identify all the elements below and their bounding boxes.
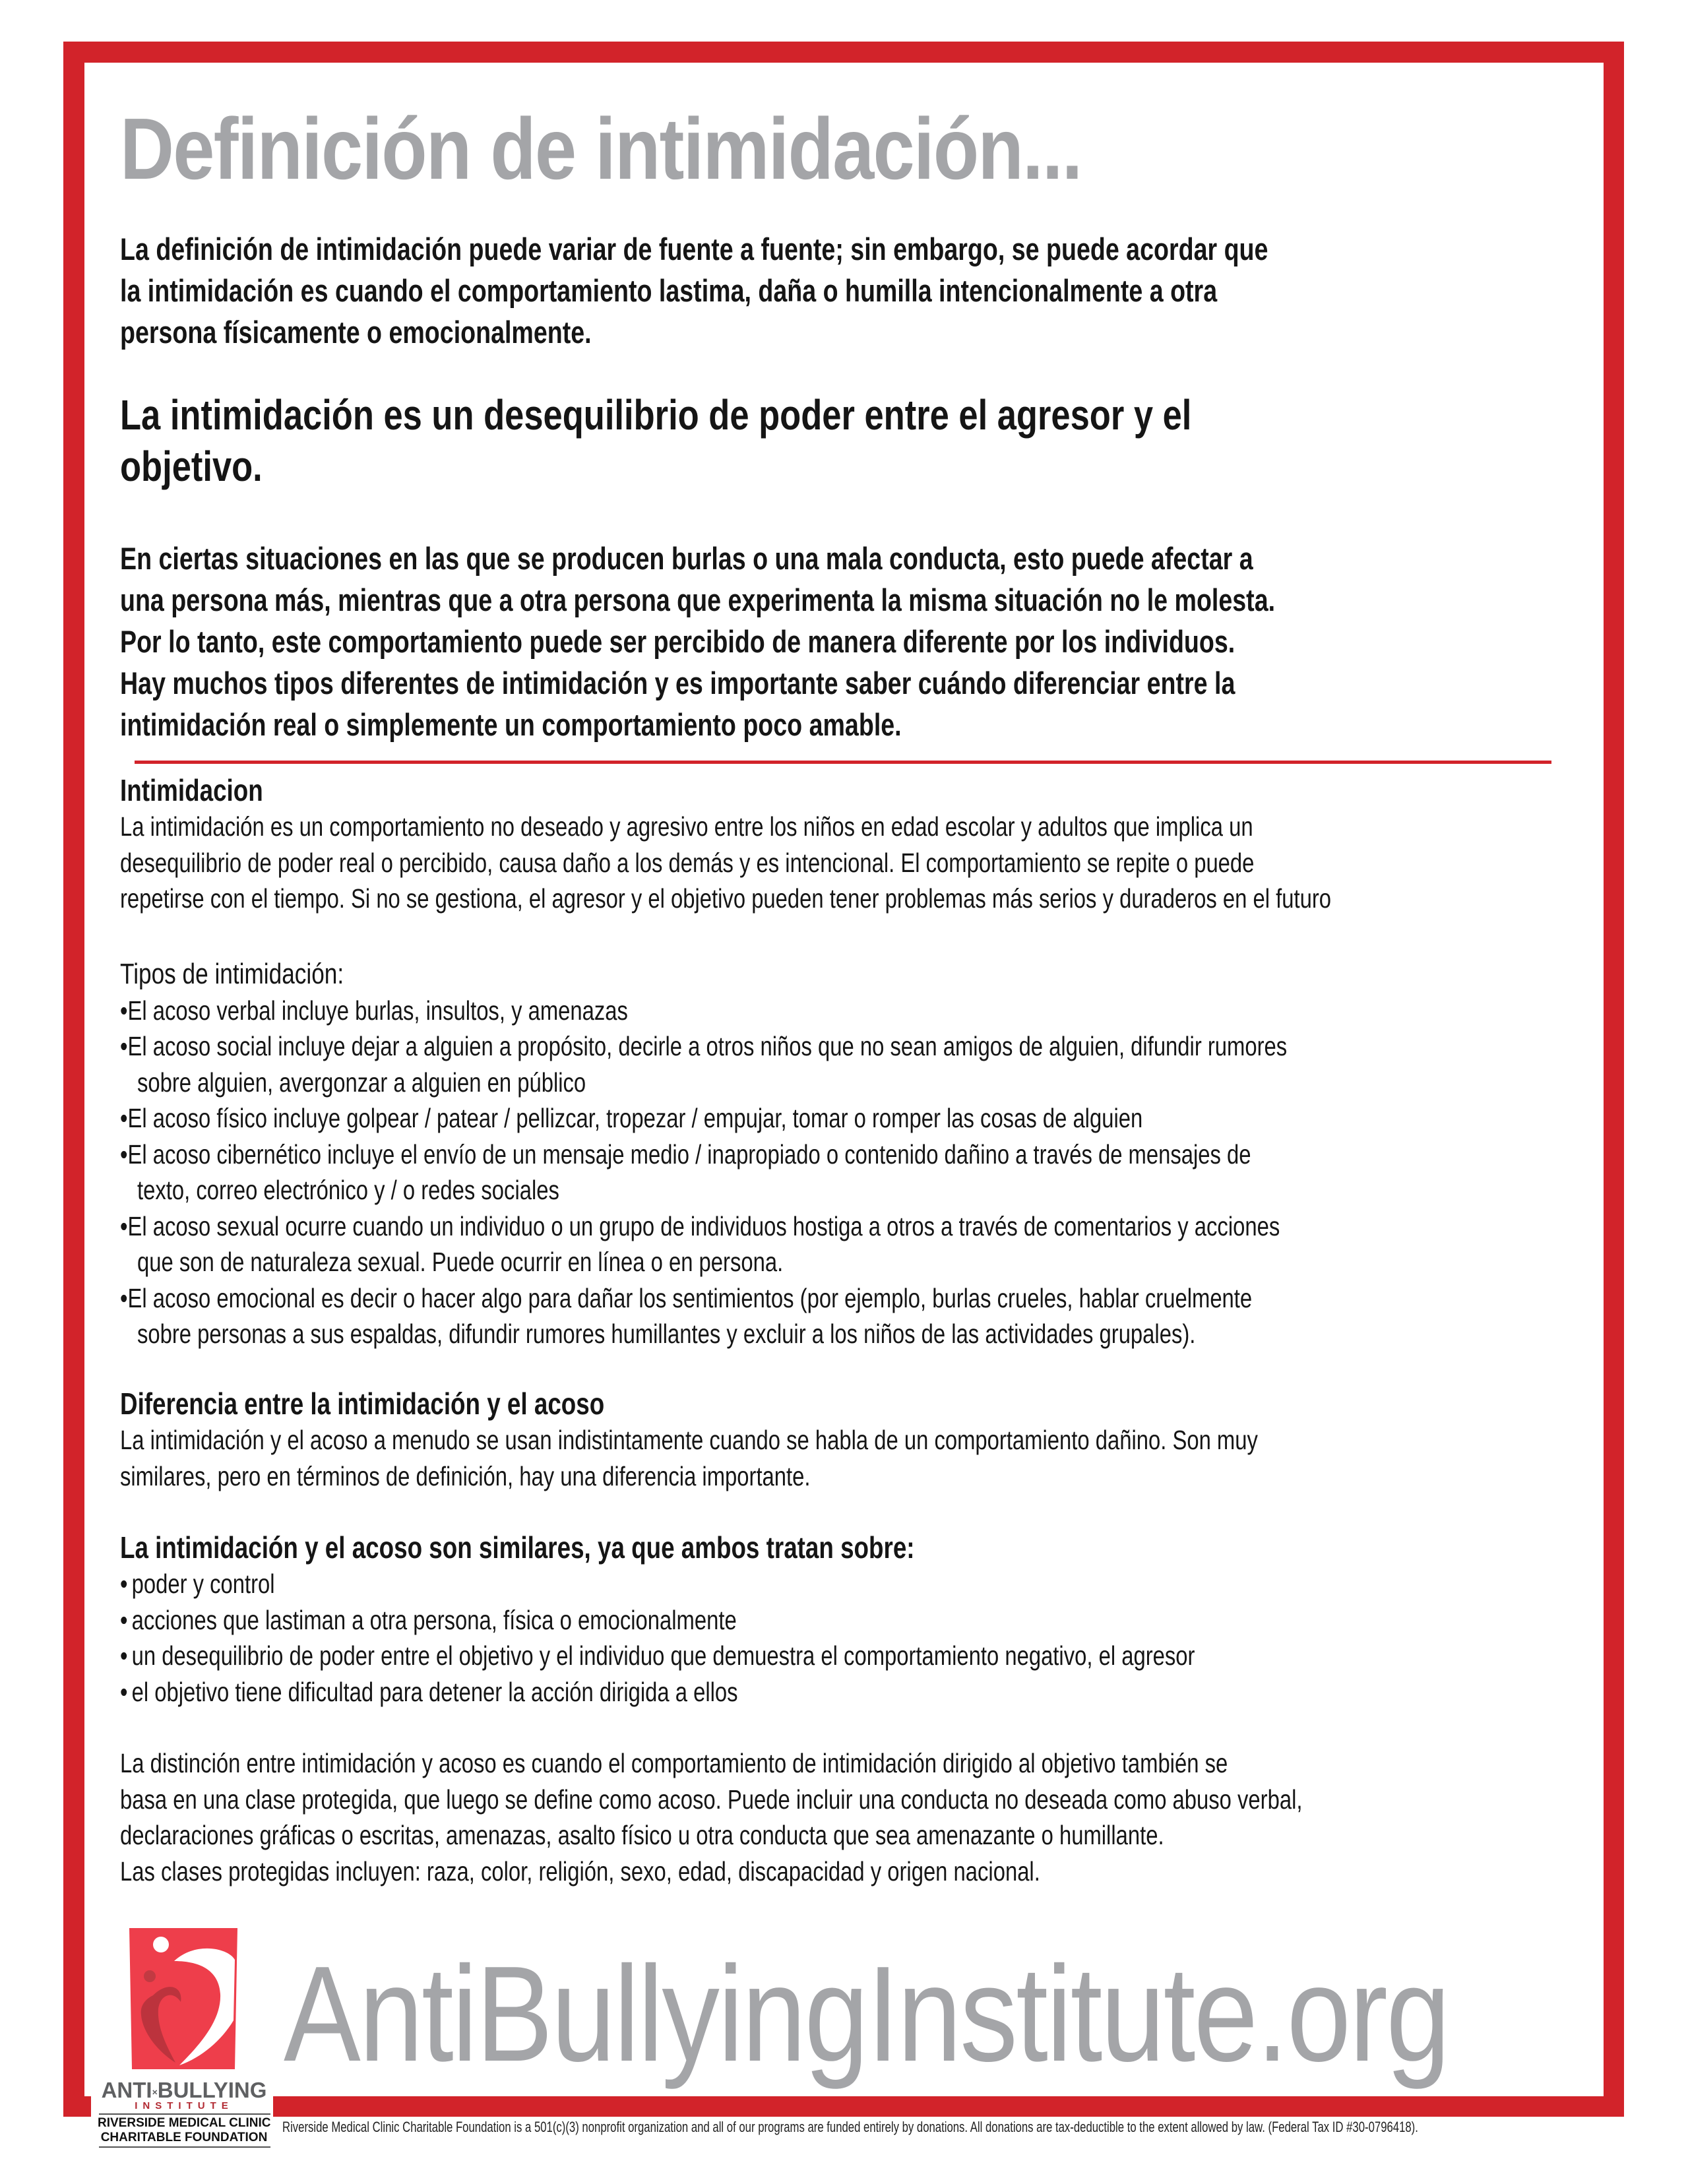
logo-dark-dot [144,1970,156,1982]
text-line: El acoso sexual ocurre cuando un individuo o un grupo de individuos hostiga a otros a través de comentarios y acciones [127,1210,1280,1241]
text-line: declaraciones gráficas o escritas, amenazas, asalto físico u otra conducta que sea amenazante o humillante. [120,1820,1164,1850]
logo-x: × [152,2086,158,2098]
tipos-list [120,993,1591,1352]
text-line: que son de naturaleza sexual. Puede ocurrir en línea o en persona. [137,1247,784,1277]
bullet-text [120,1280,1252,1317]
bullet-text [120,1638,1195,1674]
text-line: Hay muchos tipos diferentes de intimidación y es importante saber cuándo diferenciar entre la [120,666,1235,701]
bullet-text [137,1172,559,1208]
bullet-item [120,1602,1591,1638]
bullet-text [120,1028,1287,1065]
text-line: El acoso emocional es decir o hacer algo para dañar los sentimientos (por ejemplo, burlas crueles, hablar cruelmente [127,1282,1253,1313]
text-line: desequilibrio de poder real o percibido, causa daño a los demás y es intencional. El comportamiento se repite o puede [120,847,1255,878]
section-heading: Diferencia entre la intimidación y el acoso [120,1387,605,1421]
footer-disclaimer [282,2119,1688,2136]
text-line: basa en una clase protegida, que luego se define como acoso. Puede incluir una conducta no deseada como abuso verbal, [120,1784,1303,1815]
bullet-item-continuation [120,1244,1591,1280]
section-heading: Intimidacion [120,773,263,807]
bullet-text [120,1208,1280,1245]
logo-institute-text: INSTITUTE [135,2100,234,2111]
website-link[interactable] [284,1936,1654,2092]
text-line: persona físicamente o emocionalmente. [120,315,592,350]
page-title [120,99,1591,199]
bullet-text [120,1602,737,1638]
bullet-icon: • [120,1676,128,1707]
section-tipos [120,956,1591,1352]
similares-list [120,1566,1591,1710]
text-line: El acoso cibernético incluye el envío de un mensaje medio / inapropiado o contenido dañino a través de mensajes de [127,1139,1251,1170]
text-line: un desequilibrio de poder entre el objetivo y el individuo que demuestra el comportamiento negativo, el agresor [131,1640,1195,1671]
text-line: el objetivo tiene dificultad para detener la acción dirigida a ellos [131,1676,738,1707]
distincion-paragraph [120,1745,1591,1889]
text-line: repetirse con el tiempo. Si no se gestiona, el agresor y el objetivo pueden tener problemas más serios y duraderos en el futuro [120,883,1331,914]
text-line: En ciertas situaciones en las que se producen burlas o una mala conducta, esto puede afectar a [120,541,1253,576]
section-diferencia [120,1385,1591,1494]
text-line: Las clases protegidas incluyen: raza, color, religión, sexo, edad, discapacidad y origen nacional. [120,1856,1040,1887]
bullet-text [120,1674,738,1710]
bullet-item [120,1028,1591,1065]
logo-riverside-text: RIVERSIDE MEDICAL CLINIC [98,2116,271,2130]
bullet-item [120,1638,1591,1674]
section-heading: Tipos de intimidación: [120,958,344,990]
bullet-item [120,1674,1591,1710]
bullet-icon: • [120,1640,128,1671]
bullet-text [120,1137,1251,1173]
bullet-text [120,993,628,1029]
bullet-text [137,1065,586,1101]
bullet-icon: • [120,995,128,1026]
bullet-item [120,993,1591,1029]
footer-text: Riverside Medical Clinic Charitable Foundation is a 501(c)(3) nonprofit organization and all of our programs are funded entirely by donations. All donations are tax-deductible to the extent allowed by law. (Federal Tax ID #30-0796418). [282,2119,1418,2135]
text-line: La intimidación es un comportamiento no deseado y agresivo entre los niños en edad escolar y adultos que implica un [120,811,1253,842]
bullet-item-continuation [120,1316,1591,1352]
text-line: La distinción entre intimidación y acoso es cuando el comportamiento de intimidación dirigido al objetivo también se [120,1748,1228,1778]
section-heading: La intimidación y el acoso son similares, ya que ambos tratan sobre: [120,1530,915,1565]
text-line: texto, correo electrónico y / o redes sociales [137,1175,559,1205]
text-line: intimidación real o simplemente un comportamiento poco amable. [120,707,902,742]
text-line: La intimidación es un desequilibrio de poder entre el agresor y el [120,391,1192,439]
bullet-icon: • [120,1282,128,1313]
text-line: La definición de intimidación puede variar de fuente a fuente; sin embargo, se puede acordar que [120,232,1268,266]
frame-left-border [63,42,84,2117]
text-line: El acoso social incluye dejar a alguien a propósito, decirle a otros niños que no sean amigos de alguien, difundir rumores [127,1031,1288,1061]
bullet-icon: • [120,1139,128,1170]
logo-anti-bullying-text [98,2078,270,2103]
text-line: la intimidación es cuando el comportamiento lastima, daña o humilla intencionalmente a otra [120,273,1218,308]
bullet-item [120,1566,1591,1602]
bullet-item [120,1137,1591,1173]
section-similares [120,1529,1591,1710]
intro-paragraph [120,228,1591,353]
text-line: similares, pero en términos de definición, hay una diferencia importante. [120,1460,811,1491]
logo-bullying: BULLYING [157,2078,267,2102]
logo-charitable-text: CHARITABLE FOUNDATION [100,2131,268,2144]
page-title-text: Definición de intimidación... [120,100,1082,197]
logo-anti: ANTI [101,2078,152,2102]
text-line: Por lo tanto, este comportamiento puede ser percibido de manera diferente por los individuos. [120,624,1235,659]
bullet-text [137,1244,783,1280]
bullet-item [120,1280,1591,1317]
bullet-icon: • [120,1210,128,1241]
bullet-icon: • [120,1604,128,1635]
bullet-item-continuation [120,1065,1591,1101]
bullet-icon: • [120,1031,128,1061]
bullet-item [120,1100,1591,1137]
frame-top-border [63,42,1624,63]
bullet-icon: • [120,1569,128,1599]
logo-rule-top [99,2113,270,2115]
anti-bullying-heart-logo-icon [129,1928,237,2069]
bullet-text [137,1316,1195,1352]
text-line: sobre alguien, avergonzar a alguien en público [137,1067,586,1098]
text-line: La intimidación y el acoso a menudo se usan indistintamente cuando se habla de un comportamiento dañino. Son muy [120,1425,1258,1455]
text-line: sobre personas a sus espaldas, difundir rumores humillantes y excluir a los niños de las actividades grupales). [137,1319,1196,1349]
bullet-text [120,1566,275,1602]
section-divider [135,761,1551,764]
bullet-text [120,1100,1142,1137]
frame-right-border [1604,42,1624,2117]
text-line: El acoso físico incluye golpear / patear / pellizcar, tropezar / empujar, tomar o romper las cosas de alguien [127,1103,1143,1133]
headline-imbalance [120,389,1591,492]
bullet-icon: • [120,1103,128,1133]
bullet-item-continuation [120,1172,1591,1208]
bullet-item [120,1208,1591,1245]
situations-paragraph [120,538,1591,745]
frame-bottom-border [63,2096,1624,2117]
text-line: objetivo. [120,443,263,490]
website-text: AntiBullyingInstitute.org [284,1938,1449,2090]
text-line: acciones que lastiman a otra persona, física o emocionalmente [131,1604,737,1635]
section-intimidacion [120,772,1591,917]
text-line: El acoso verbal incluye burlas, insultos, y amenazas [127,995,628,1026]
logo-rule-bottom [99,2146,270,2148]
text-line: una persona más, mientras que a otra persona que experimenta la misma situación no le molesta. [120,582,1276,617]
text-line: poder y control [131,1569,275,1599]
logo-white-dot [153,1937,169,1952]
